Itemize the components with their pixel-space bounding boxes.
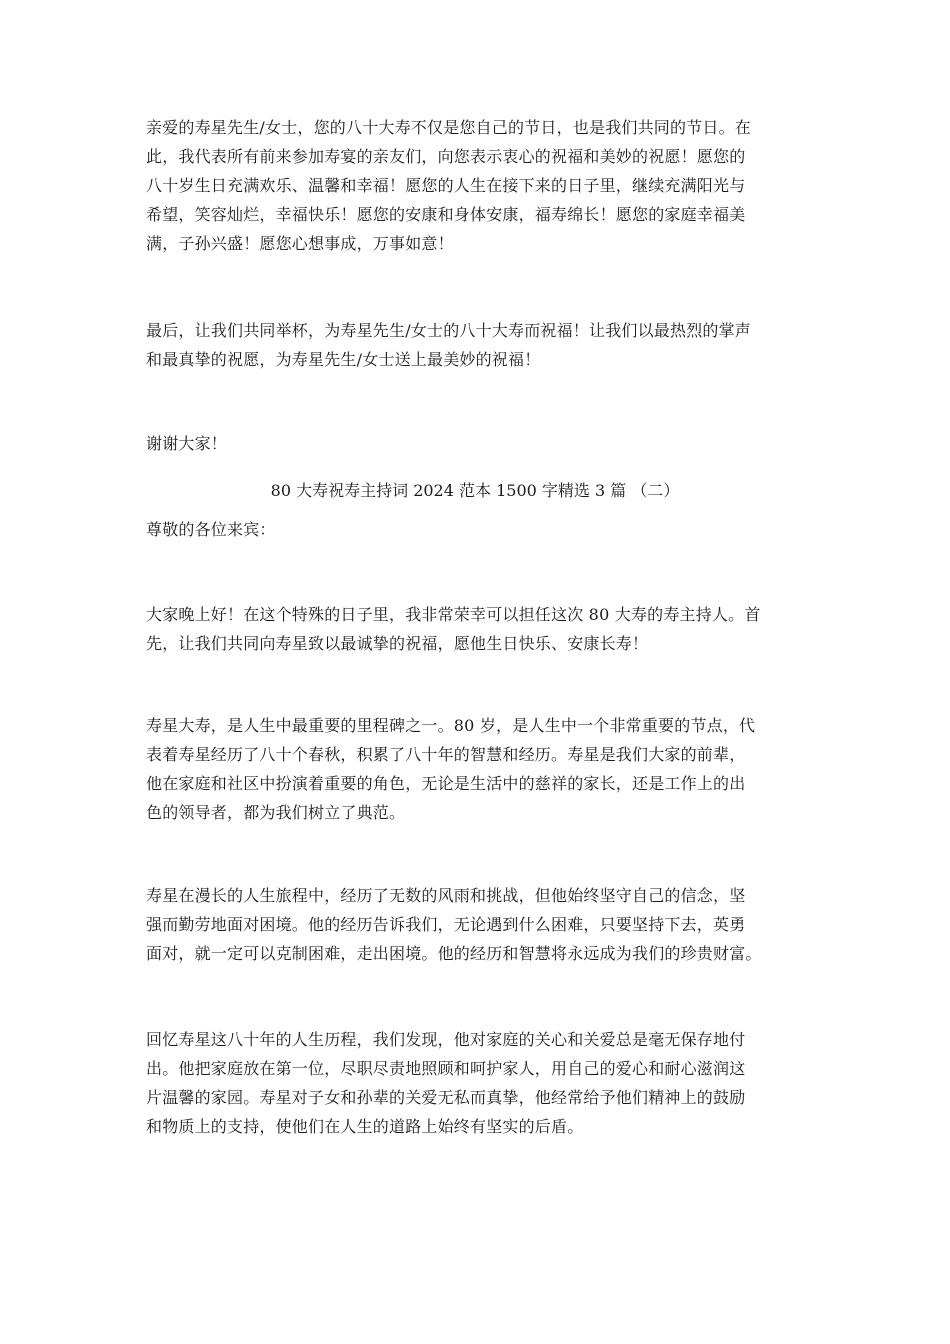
text-line: 大家晚上好！在这个特殊的日子里，我非常荣幸可以担任这次 80 大寿的寿主持人。首: [146, 605, 761, 624]
text-line: 强而勤劳地面对困境。他的经历告诉我们，无论遇到什么困难，只要坚持下去，英勇: [146, 915, 746, 934]
text-line: 色的领导者，都为我们树立了典范。: [146, 803, 406, 822]
text-line: 八十岁生日充满欢乐、温馨和幸福！愿您的人生在接下来的日子里，继续充满阳光与: [146, 176, 746, 195]
text-line: 片温馨的家园。寿星对子女和孙辈的关爱无私而真挚，他经常给予他们精神上的鼓励: [146, 1088, 746, 1107]
text-line: 亲爱的寿星先生/女士，您的八十大寿不仅是您自己的节日，也是我们共同的节日。在: [146, 118, 751, 137]
salutation: 尊敬的各位来宾：: [146, 520, 276, 539]
text-line: 最后，让我们共同举杯，为寿星先生/女士的八十大寿而祝福！让我们以最热烈的掌声: [146, 321, 751, 340]
text-line: 满，子孙兴盛！愿您心想事成，万事如意！: [146, 234, 454, 253]
text-line: 和最真挚的祝愿，为寿星先生/女士送上最美妙的祝福！: [146, 350, 541, 369]
text-line: 先，让我们共同向寿星致以最诚挚的祝福，愿他生日快乐、安康长寿！: [146, 634, 649, 653]
text-line: 此，我代表所有前来参加寿宴的亲友们，向您表示衷心的祝福和美妙的祝愿！愿您的: [146, 147, 746, 166]
text-line: 回忆寿星这八十年的人生历程，我们发现，他对家庭的关心和关爱总是毫无保存地付: [146, 1030, 746, 1049]
text-line: 希望，笑容灿烂，幸福快乐！愿您的安康和身体安康，福寿绵长！愿您的家庭幸福美: [146, 205, 746, 224]
text-line: 寿星在漫长的人生旅程中，经历了无数的风雨和挑战，但他始终坚守自己的信念，坚: [146, 886, 746, 905]
text-line: 寿星大寿，是人生中最重要的里程碑之一。80 岁，是人生中一个非常重要的节点，代: [146, 716, 756, 735]
text-line: 他在家庭和社区中扮演着重要的角色，无论是生活中的慈祥的家长，还是工作上的出: [146, 774, 746, 793]
paragraph-thanks: 谢谢大家！: [146, 434, 228, 453]
text-line: 出。他把家庭放在第一位，尽职尽责地照顾和呵护家人，用自己的爱心和耐心滋润这: [146, 1059, 746, 1078]
text-line: 面对，就一定可以克制困难，走出困境。他的经历和智慧将永远成为我们的珍贵财富。: [146, 944, 762, 963]
text-line: 表着寿星经历了八十个春秋，积累了八十年的智慧和经历。寿星是我们大家的前辈，: [146, 745, 746, 764]
section-title: 80 大寿祝寿主持词 2024 范本 1500 字精选 3 篇 （二）: [270, 481, 680, 500]
text-line: 和物质上的支持，使他们在人生的道路上始终有坚实的后盾。: [146, 1117, 584, 1136]
